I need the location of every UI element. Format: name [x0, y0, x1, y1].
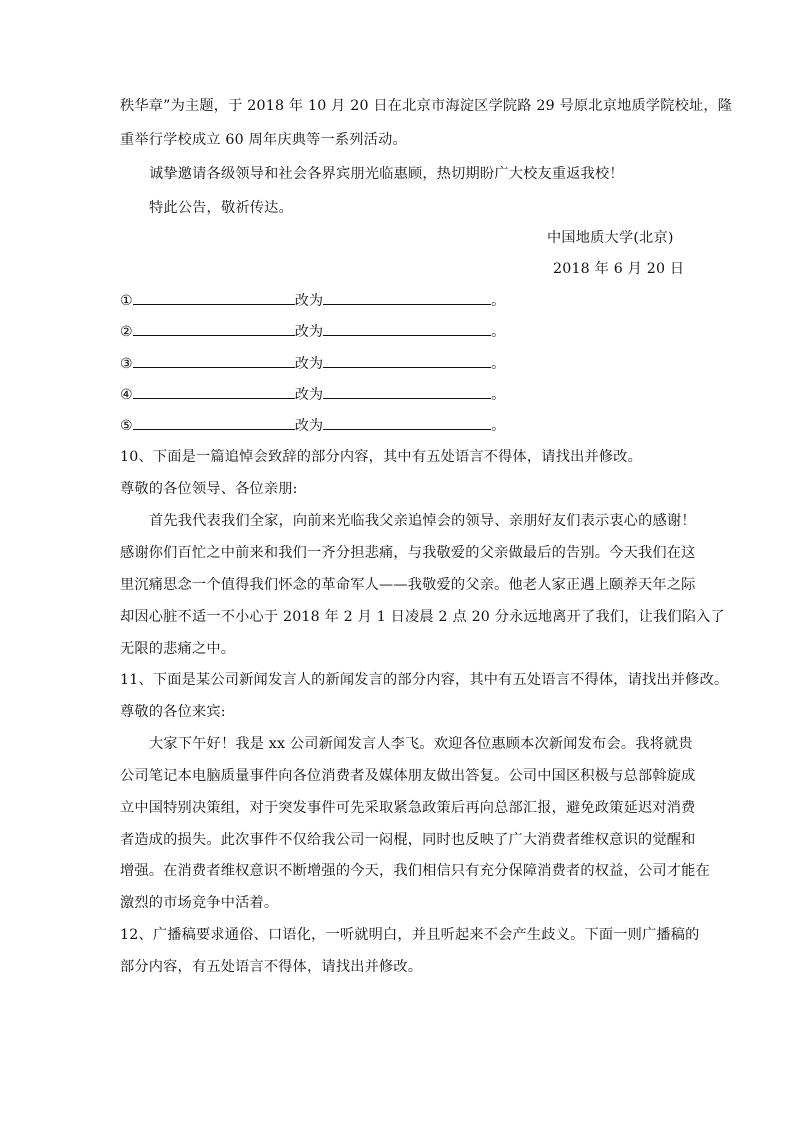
blank-end-mark: 。: [491, 293, 506, 309]
question-11-paragraph-line: 大家下午好！我是 xx 公司新闻发言人李飞。欢迎各位惠顾本次新闻发布会。我将就贵: [149, 736, 693, 752]
blank-marker: ③: [120, 356, 133, 372]
question-12-prompt-continued: 部分内容，有五处语言不得体，请找出并修改。: [120, 959, 423, 975]
notice-invitation: 诚挚邀请各级领导和社会各界宾朋光临惠顾，热切期盼广大校友重返我校！: [149, 166, 624, 182]
original-text-blank[interactable]: [133, 386, 295, 399]
blank-mid-label: 改为: [294, 324, 324, 340]
blank-marker: ④: [120, 387, 133, 403]
question-10-prompt: 10、下面是一篇追悼会致辞的部分内容，其中有五处语言不得体，请找出并修改。: [120, 449, 643, 465]
blank-end-mark: 。: [491, 324, 506, 340]
question-11-greeting: 尊敬的各位来宾:: [120, 704, 226, 720]
original-text-blank[interactable]: [133, 292, 295, 305]
revised-text-blank[interactable]: [323, 355, 491, 368]
notice-line-1: 秩华章”为主题，于 2018 年 10 月 20 日在北京市海淀区学院路 29 号原北京地质学院校址，隆: [120, 98, 733, 114]
notice-signature: 中国地质大学(北京): [547, 230, 674, 246]
question-10-paragraph-line: 首先我代表我们全家，向前来光临我父亲追悼会的领导、亲朋好友们表示衷心的感谢！: [149, 513, 696, 529]
revised-text-blank[interactable]: [323, 386, 491, 399]
answer-blank-row: [120, 417, 505, 433]
question-10-paragraph-line: 却因心脏不适一不小心于 2018 年 2 月 1 日凌晨 2 点 20 分永远地离开了我们，让我们陷入了: [120, 609, 725, 625]
question-11-paragraph-line: 激烈的市场竞争中活着。: [120, 895, 279, 911]
blank-mid-label: 改为: [294, 356, 324, 372]
question-10-paragraph-line: 无限的悲痛之中。: [120, 641, 236, 657]
question-10-greeting: 尊敬的各位领导、各位亲朋:: [120, 481, 298, 497]
question-11-paragraph-line: 者造成的损失。此次事件不仅给我公司一闷棍，同时也反映了广大消费者维权意识的觉醒和: [120, 832, 696, 848]
question-11-paragraph-line: 增强。在消费者维权意识不断增强的今天，我们相信只有充分保障消费者的权益，公司才能在: [120, 863, 710, 879]
blank-end-mark: 。: [491, 418, 506, 434]
blank-marker: ①: [120, 293, 133, 309]
revised-text-blank[interactable]: [323, 323, 491, 336]
blank-marker: ⑤: [120, 418, 133, 434]
blank-mid-label: 改为: [294, 418, 324, 434]
notice-closing: 特此公告，敬祈传达。: [149, 200, 293, 216]
answer-blank-row: [120, 323, 505, 339]
original-text-blank[interactable]: [133, 323, 295, 336]
original-text-blank[interactable]: [133, 355, 295, 368]
blank-end-mark: 。: [491, 387, 506, 403]
blank-mid-label: 改为: [294, 387, 324, 403]
notice-line-2: 重举行学校成立 60 周年庆典等一系列活动。: [120, 132, 407, 148]
question-10-paragraph-line: 里沉痛思念一个值得我们怀念的革命军人——我敬爱的父亲。他老人家正遇上颐养天年之际: [120, 577, 696, 593]
question-10-paragraph-line: 感谢你们百忙之中前来和我们一齐分担悲痛，与我敬爱的父亲做最后的告别。今天我们在这: [120, 545, 696, 561]
original-text-blank[interactable]: [133, 417, 295, 430]
blank-mid-label: 改为: [294, 293, 324, 309]
question-11-prompt: 11、下面是某公司新闻发言人的新闻发言的部分内容，其中有五处语言不得体，请找出并修改。: [120, 672, 729, 688]
revised-text-blank[interactable]: [323, 417, 491, 430]
answer-blank-row: [120, 292, 505, 308]
revised-text-blank[interactable]: [323, 292, 491, 305]
blank-end-mark: 。: [491, 356, 506, 372]
question-12-prompt: 12、广播稿要求通俗、口语化，一听就明白，并且听起来不会产生歧义。下面一则广播稿的: [120, 927, 700, 943]
question-11-paragraph-line: 立中国特别决策组，对于突发事件可先采取紧急政策后再向总部汇报，避免政策延迟对消费: [120, 800, 696, 816]
blank-marker: ②: [120, 324, 133, 340]
notice-date: 2018 年 6 月 20 日: [553, 261, 685, 277]
answer-blank-row: [120, 355, 505, 371]
answer-blank-row: [120, 386, 505, 402]
question-11-paragraph-line: 公司笔记本电脑质量事件向各位消费者及媒体朋友做出答复。公司中国区积极与总部斡旋成: [120, 768, 696, 784]
